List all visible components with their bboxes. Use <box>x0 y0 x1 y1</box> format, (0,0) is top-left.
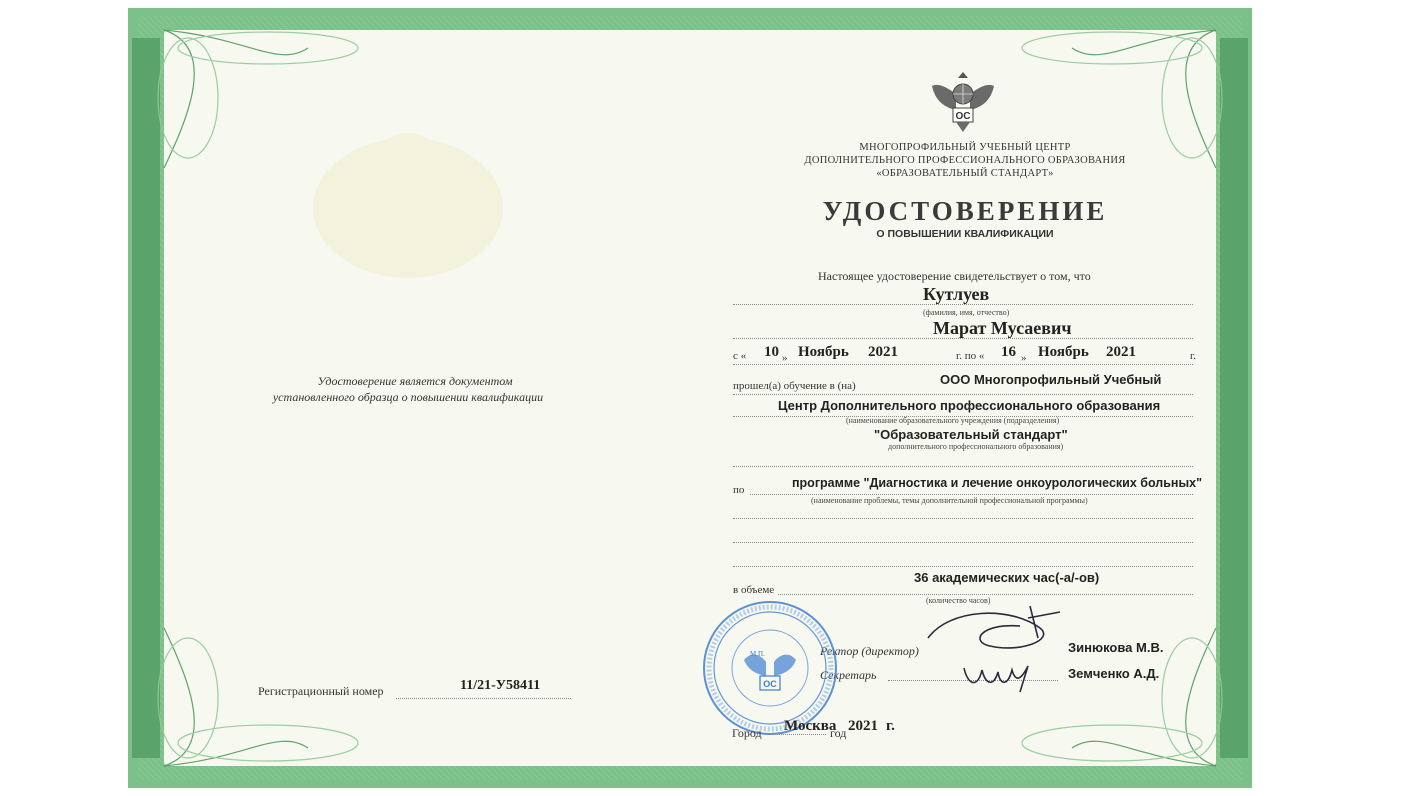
program-line <box>750 494 1193 495</box>
emblem-text: ОС <box>955 111 971 122</box>
period-from-year: 2021 <box>868 344 898 360</box>
program-caption: (наименование проблемы, темы дополнительной профессиональной программы) <box>811 496 1088 505</box>
org-line1: МНОГОПРОФИЛЬНЫЙ УЧЕБНЫЙ ЦЕНТР <box>859 142 1071 153</box>
period-from-label: с « <box>733 350 747 362</box>
city-line <box>768 734 826 735</box>
period-to-day: 16 <box>1001 344 1016 360</box>
reg-number-value: 11/21-У58411 <box>460 678 541 693</box>
year-label: год <box>830 726 847 740</box>
city-value: Москва <box>784 718 837 734</box>
period-from-day: 10 <box>764 344 779 360</box>
institution-line3-value: "Образовательный стандарт" <box>874 427 1068 442</box>
org-line3: «ОБРАЗОВАТЕЛЬНЫЙ СТАНДАРТ» <box>876 168 1054 179</box>
period-from-month: Ноябрь <box>798 344 849 360</box>
program-label: по <box>733 484 745 496</box>
period-to-label: г. по « <box>956 350 985 362</box>
name-value: Марат Мусаевич <box>933 318 1072 338</box>
period-to-year: 2021 <box>1106 344 1136 360</box>
period-year-suffix: г. <box>1190 350 1197 362</box>
institution-label: прошел(а) обучение в (на) <box>733 380 856 392</box>
year-suffix: г. <box>886 718 895 734</box>
program-line2 <box>733 518 1193 519</box>
rector-name: Зинюкова М.В. <box>1068 640 1164 655</box>
volume-label: в объеме <box>733 584 775 596</box>
intro-text: Настоящее удостоверение свидетельствует о том, что <box>818 269 1091 283</box>
period-line <box>733 364 1193 365</box>
rector-label: Ректор (директор) <box>820 644 919 658</box>
document-title: УДОСТОВЕРЕНИЕ <box>822 196 1108 226</box>
volume-caption: (количество часов) <box>926 596 991 605</box>
left-note-line1: Удостоверение является документом <box>317 374 513 388</box>
secretary-label: Секретарь <box>820 668 877 682</box>
reg-number-line <box>396 698 571 699</box>
institution-line2-value: Центр Дополнительного профессионального образования <box>778 398 1161 413</box>
program-value: программе "Диагностика и лечение онкоурологических больных" <box>792 476 1203 490</box>
secretary-name: Земченко А.Д. <box>1068 666 1160 681</box>
org-line2: ДОПОЛНИТЕЛЬНОГО ПРОФЕССИОНАЛЬНОГО ОБРАЗОВАНИЯ <box>804 155 1126 166</box>
reg-number-label: Регистрационный номер <box>258 684 384 698</box>
eagle-emblem-icon <box>926 64 1000 134</box>
institution-line1-value: ООО Многопрофильный Учебный <box>940 372 1162 387</box>
program-line4 <box>733 566 1193 567</box>
volume-value: 36 академических час(-а/-ов) <box>914 570 1100 585</box>
city-label: Город <box>732 726 762 740</box>
volume-line <box>778 594 1193 595</box>
period-from-close: » <box>782 352 788 364</box>
program-line3 <box>733 542 1193 543</box>
year-value: 2021 <box>848 718 878 734</box>
secretary-signature-icon <box>958 656 1048 696</box>
institution-caption2: дополнительного профессионального образования) <box>888 442 1064 451</box>
institution-line3 <box>733 466 1193 467</box>
stamp-emblem-text: ОС <box>763 679 777 689</box>
document-subtitle: О ПОВЫШЕНИИ КВАЛИФИКАЦИИ <box>876 228 1054 240</box>
name-caption: (фамилия, имя, отчество) <box>923 308 1010 317</box>
certificate-document <box>128 8 1252 788</box>
institution-caption1: (наименование образовательного учреждения (подразделения) <box>846 416 1060 425</box>
institution-line1 <box>733 394 1193 395</box>
surname-value: Кутлуев <box>923 284 990 304</box>
left-note-line2: установленного образца о повышении квалификации <box>272 390 544 404</box>
rector-signature-icon <box>920 598 1070 658</box>
period-to-month: Ноябрь <box>1038 344 1089 360</box>
stamp-mp-text: М.П. <box>750 650 765 658</box>
official-stamp-icon <box>700 598 840 738</box>
period-to-close: » <box>1021 352 1027 364</box>
